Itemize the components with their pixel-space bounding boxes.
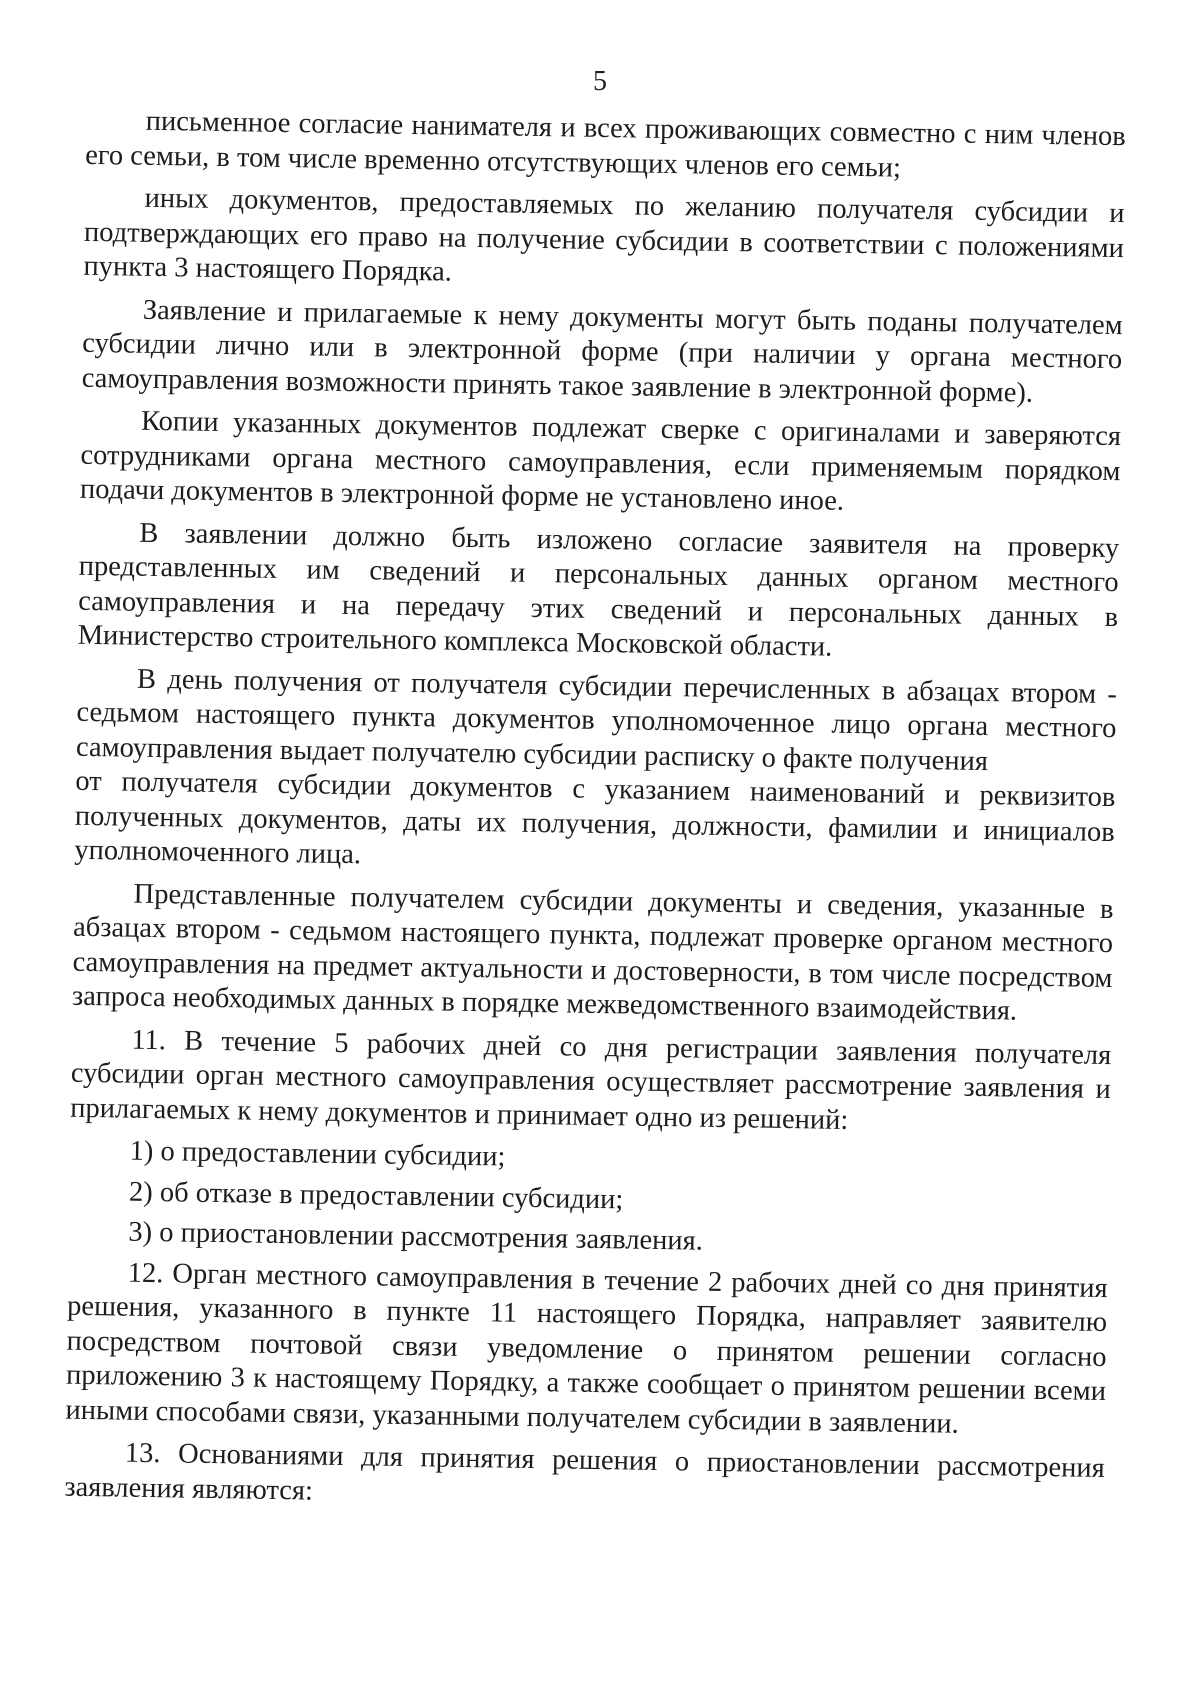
page-number: 5: [593, 66, 607, 97]
paragraph-receipt: В день получения от получателя субсидии перечисленных в абзацах втором - седьмом настоящего пункта документов уполномоченное лицо органа местного самоуправления выдает получателю субсидии расписку о факте получения: [75, 663, 1118, 777]
decision-option-grant: 1) о предоставлении субсидии;: [129, 1135, 506, 1173]
paragraph-other-documents: иных документов, предоставляемых по желанию получателя субсидии и подтверждающих его право на получение субсидии в соответствии с положениями пункта 3 настоящего Порядка.: [83, 182, 1125, 288]
paragraph-submission-method: Заявление и прилагаемые к нему документы могут быть поданы получателем субсидии лично или в электронной форме (при наличии у органа местного самоуправления возможности принять такое заявление в электронной форме).: [81, 294, 1123, 409]
paragraph-receipt-continued: от получателя субсидии документов с указанием наименований и реквизитов полученных документов, даты их получения, должности, фамилии и инициалов уполномоченного лица.: [74, 765, 1116, 871]
decision-option-refuse: 2) об отказе в предоставлении субсидии;: [128, 1176, 624, 1215]
paragraph-data-check: Представленные получателем субсидии документы и сведения, указанные в абзацах втором - седьмом настоящего пункта, подлежат проверке органом местного самоуправления на предмет актуальности и достоверности, в том числе посредством запроса необходимых данных в порядке межведомственного взаимодействия.: [71, 878, 1114, 1027]
clause-12: 12. Орган местного самоуправления в течение 2 рабочих дней со дня принятия решения, указанного в пункте 11 настоящего Порядка, направляет заявителю посредством почтовой связи уведомление о принятом решении согласно приложению 3 к настоящему Порядку, а также сообщает о принятом решении всеми иными способами связи, указанными получателем субсидии в заявлении.: [65, 1257, 1108, 1440]
document-body: [64, 104, 1126, 1529]
clause-11: 11. В течение 5 рабочих дней со дня регистрации заявления получателя субсидии орган местного самоуправления осуществляет рассмотрение заявления и прилагаемых к нему документов и принимает одно из решений:: [70, 1024, 1112, 1136]
decision-option-suspend: 3) о приостановлении рассмотрения заявления.: [128, 1216, 704, 1257]
paragraph-tenant-consent: письменное согласие нанимателя и всех проживающих совместно с ним членов его семьи, в том числе временно отсутствующих членов его семьи;: [85, 105, 1126, 184]
paragraph-applicant-consent: В заявлении должно быть изложено согласие заявителя на проверку представленных им сведений и персональных данных органом местного самоуправления и на передачу этих сведений и персональных данных в Министерство строительного комплекса Московской области.: [77, 517, 1120, 663]
clause-13: 13. Основаниями для принятия решения о приостановлении рассмотрения заявления являются:: [64, 1437, 1105, 1507]
paragraph-copies-verification: Копии указанных документов подлежат сверке с оригиналами и заверяются сотрудниками органа местного самоуправления, если применяемым порядком подачи документов в электронной форме не установлено иное.: [79, 405, 1122, 517]
